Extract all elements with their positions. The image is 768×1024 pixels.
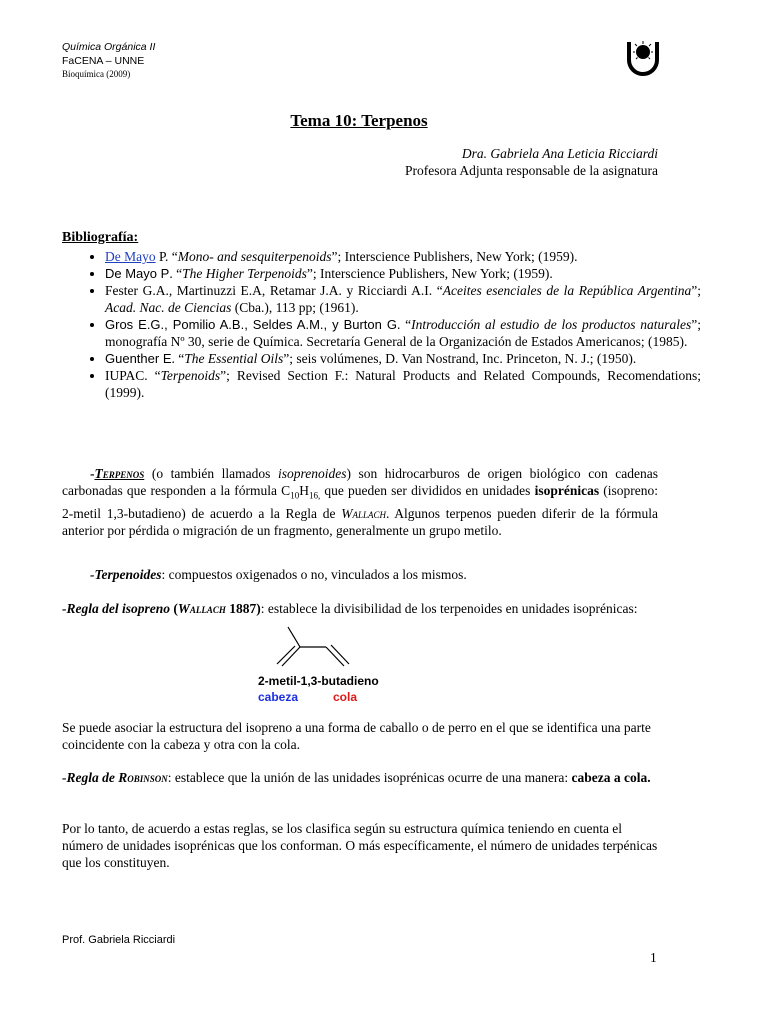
text: : compuestos oxigenados o no, vinculados a los mismos. [161, 567, 467, 582]
terpenos-paragraph [62, 465, 658, 539]
text: ”; monografía Nº 30, serie de Química. Secretaría General de la Organización de Estados Americanos; (1985). [105, 317, 701, 349]
text: ) son hidrocarburos de origen biológico con cadenas carbonadas que responden a la fórmula C [62, 466, 658, 498]
isoprene-structure [270, 620, 430, 670]
classification-paragraph: Por lo tanto, de acuerdo a estas reglas, se los clasifica según su estructura química teniendo en cuenta el número de unidades isoprénicas que los conforman. O más específicamente, el número de unidades terpénicas que los constituyen. [62, 821, 658, 870]
text: P. “ [155, 249, 178, 264]
bibliography-heading: Bibliografía: [62, 230, 139, 245]
text: . “ [169, 266, 183, 281]
bibliography-author-link[interactable]: De Mayo [105, 249, 156, 264]
dash: - [90, 466, 95, 481]
work-title: Mono- and sesquiterpenoids [177, 249, 332, 264]
subscript: 10 [290, 490, 300, 501]
term-terpenos: Terpenos [94, 466, 145, 481]
name-wallach: Wallach [177, 601, 226, 616]
list-item [105, 316, 701, 350]
rule-lead: -Regla del isopreno [62, 601, 170, 616]
text: ”; [691, 283, 702, 298]
text: (Cba.), 113 pp; (1961). [231, 300, 359, 315]
bibliography-author: IUPAC [105, 368, 145, 383]
name-robinson: Robinson [118, 770, 168, 785]
course-name: Química Orgánica II [62, 41, 156, 53]
text: : establece la divisibilidad de los terpenoides en unidades isoprénicas: [260, 601, 638, 616]
text: . Algunos terpenos pueden diferir de la fórmula anterior por pérdida o migración de un fragmento, generalmente un grupo metilo. [62, 505, 658, 538]
text: . “ [428, 283, 443, 298]
bibliography-author: Guenther E [105, 351, 172, 366]
analogy-paragraph: Se puede asociar la estructura del isopreno a una forma de caballo o de perro en el que se identifica una parte coincidente con la cabeza y otra con la cola. [62, 720, 651, 752]
text: (isopreno: 2-metil 1,3-butadieno) de acuerdo a la Regla de [62, 483, 659, 521]
list-item [105, 248, 701, 265]
bibliography-list [62, 248, 701, 401]
faculty-name: FaCENA – UNNE [62, 55, 145, 67]
university-logo-icon [626, 40, 660, 80]
head-label: cabeza [258, 690, 299, 704]
list-item [105, 350, 701, 367]
text: . “ [144, 368, 161, 383]
name-wallach: Wallach [341, 505, 386, 521]
list-item [105, 282, 701, 316]
footer-author: Prof. Gabriela Ricciardi [62, 934, 176, 946]
work-title: The Essential Oils [184, 351, 284, 366]
text: ”; seis volúmenes, D. Van Nostrand, Inc. Princeton, N. J.; (1950). [283, 351, 637, 366]
rule-lead: -Regla de [62, 770, 119, 785]
isoprene-rule-paragraph [62, 600, 658, 617]
text: . “ [396, 317, 412, 332]
terpenoides-paragraph [62, 566, 658, 583]
term-terpenoides: -Terpenoides [90, 567, 162, 582]
text: H [299, 483, 309, 498]
text: que pueden ser divididos en unidades [320, 483, 535, 498]
list-item [105, 367, 701, 401]
robinson-rule-paragraph [62, 769, 658, 786]
tail-label: cola [333, 690, 358, 704]
page-title: Tema 10: Terpenos [290, 111, 428, 130]
list-item [105, 265, 701, 282]
text: ”; Interscience Publishers, New York; (1959). [306, 266, 553, 281]
text: ( [170, 601, 178, 616]
work-title: The Higher Terpenoids [182, 266, 307, 281]
subscript: 16, [308, 490, 321, 501]
text: : establece que la unión de las unidades isoprénicas ocurre de una manera: [167, 770, 572, 785]
page-number: 1 [650, 950, 657, 965]
bibliography-author: Fester G.A., Martinuzzi E.A, Retamar J.A. y Ricciardi A.I [105, 283, 429, 298]
text: (o también llamados [144, 466, 278, 481]
author-role: Profesora Adjunta responsable de la asignatura [404, 163, 658, 178]
bibliography-author: De Mayo P [105, 266, 170, 281]
rule-conclusion: cabeza a cola. [571, 770, 651, 785]
term-isoprenicas: isoprénicas [534, 483, 600, 498]
program-name: Bioquímica (2009) [62, 69, 131, 79]
bibliography-author: Gros E.G., Pomilio A.B., Seldes A.M., y Burton G [105, 317, 397, 332]
author-name: Dra. Gabriela Ana Leticia Ricciardi [461, 146, 658, 161]
isoprene-name: 2-metil-1,3-butadieno [258, 674, 379, 688]
work-title: Terpenoids [160, 368, 221, 383]
methyl-bond [288, 627, 300, 647]
work-title: Aceites esenciales de la República Argentina [442, 283, 692, 298]
text: ”; Revised Section F.: Natural Products and Related Compounds, Recomendations; (1999). [105, 368, 701, 400]
term-isoprenoides: isoprenoides [277, 466, 347, 481]
text: . “ [171, 351, 185, 366]
work-publisher: Acad. Nac. de Ciencias [105, 300, 232, 315]
work-title: Introducción al estudio de los productos naturales [411, 317, 692, 332]
text: ”; Interscience Publishers, New York; (1959). [331, 249, 578, 264]
rule-year: 1887) [225, 601, 261, 616]
